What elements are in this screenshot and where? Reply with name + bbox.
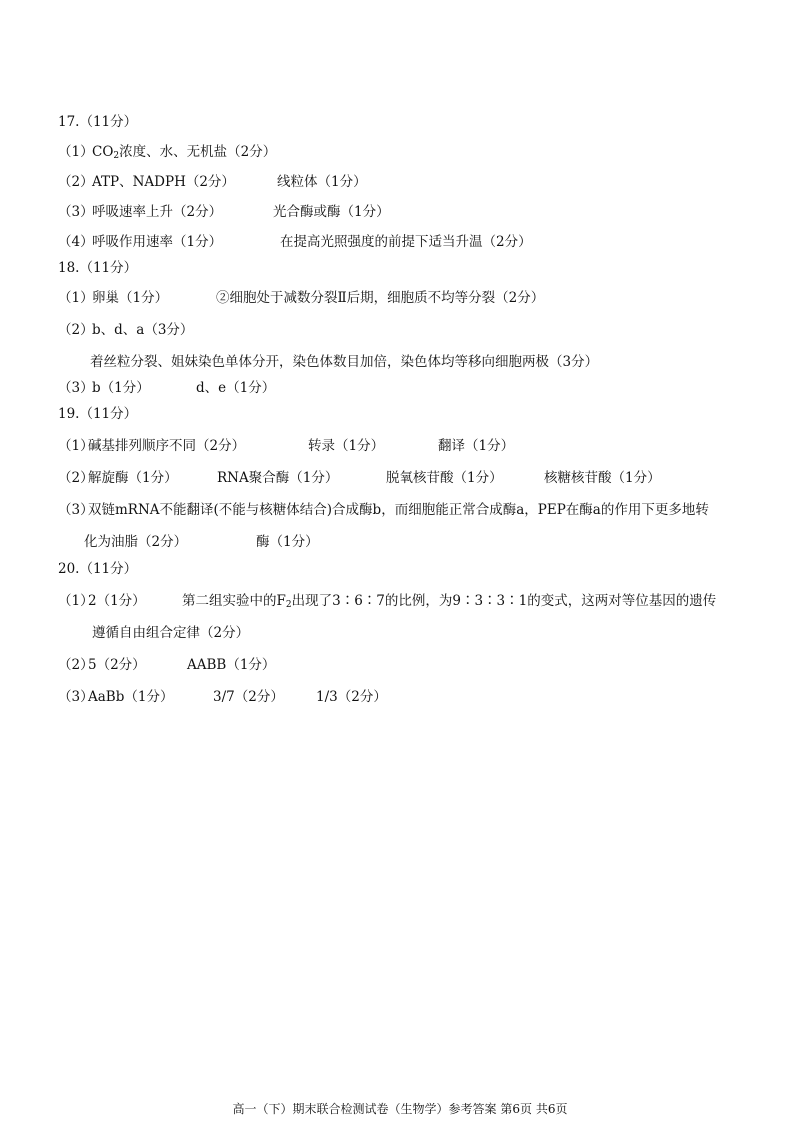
q19-part3-cont-b: 酶（1分） bbox=[256, 534, 319, 550]
q19-part2-answer-c: 脱氧核苷酸（1分） bbox=[386, 470, 503, 486]
q18-part2-answer-a: b、d、a（3分） bbox=[92, 322, 194, 338]
q19-part1-answer-a: 碱基排列顺序不同（2分） bbox=[88, 438, 246, 454]
q19-part2-num: （2） bbox=[58, 470, 94, 486]
q18-part1-answer-b: ②细胞处于减数分裂Ⅱ后期，细胞质不均等分裂（2分） bbox=[216, 290, 545, 306]
q18-part3-num: （3） bbox=[58, 380, 94, 396]
q17-part3-answer-b: 光合酶或酶（1分） bbox=[273, 204, 390, 220]
q17-part4-num: （4） bbox=[58, 234, 94, 250]
q17-header: 17.（11分） bbox=[58, 114, 138, 130]
page-footer: 高一（下）期末联合检测试卷（生物学）参考答案 第6页 共6页 bbox=[232, 1102, 568, 1116]
q19-part1-num: （1） bbox=[58, 438, 94, 454]
q19-part1-answer-b: 转录（1分） bbox=[308, 438, 385, 454]
q18-part2-continuation: 着丝粒分裂、姐妹染色单体分开，染色体数目加倍，染色体均等移向细胞两极（3分） bbox=[90, 354, 599, 370]
q20-header: 20.（11分） bbox=[58, 561, 138, 577]
q19-part1-answer-c: 翻译（1分） bbox=[438, 438, 515, 454]
q17-part4-answer-b: 在提高光照强度的前提下适当升温（2分） bbox=[280, 234, 532, 250]
q19-header: 19.（11分） bbox=[58, 406, 138, 422]
q20-part2-num: （2） bbox=[58, 657, 94, 673]
q19-part3-cont-a: 化为油脂（2分） bbox=[84, 534, 188, 550]
q17-part2-answer-a: ATP、NADPH（2分） bbox=[92, 174, 235, 190]
q17-part2-answer-b: 线粒体（1分） bbox=[277, 174, 367, 190]
q17-part1-num: （1） bbox=[58, 144, 94, 160]
q20-part1-answer-a: 2（1分） bbox=[88, 593, 146, 609]
q18-part3-answer-a: b（1分） bbox=[92, 380, 150, 396]
q20-part2-answer-a: 5（2分） bbox=[88, 657, 146, 673]
q20-part3-answer-b: 3/7（2分） bbox=[213, 689, 284, 705]
q19-part2-answer-a: 解旋酶（1分） bbox=[88, 470, 178, 486]
q19-part2-answer-d: 核糖核苷酸（1分） bbox=[544, 470, 661, 486]
q20-part3-answer-c: 1/3（2分） bbox=[316, 689, 387, 705]
q18-part1-answer-a: 卵巢（1分） bbox=[92, 290, 169, 306]
q17-part3-num: （3） bbox=[58, 204, 94, 220]
q20-part3-num: （3） bbox=[58, 689, 94, 705]
q19-part3-answer: 双链mRNA不能翻译(不能与核糖体结合)合成酶b，而细胞能正常合成酶a，PEP在酶a的作用下更多地转 bbox=[88, 502, 709, 518]
q18-header: 18.（11分） bbox=[58, 260, 138, 276]
q20-part1-num: （1） bbox=[58, 593, 94, 609]
q18-part1-num: （1） bbox=[58, 290, 94, 306]
q20-part3-answer-a: AaBb（1分） bbox=[88, 689, 174, 705]
q17-part1-answer: $CO_2$浓度、水、无机盐（2分） bbox=[92, 144, 277, 161]
q20-part1-answer-b: 第二组实验中的$F_2$出现了3∶6∶7的比例，为9∶3∶3∶1的变式，这两对等位基因的遗传 bbox=[182, 593, 717, 610]
q18-part2-num: （2） bbox=[58, 322, 94, 338]
q17-part4-answer-a: 呼吸作用速率（1分） bbox=[92, 234, 223, 250]
q17-part3-answer-a: 呼吸速率上升（2分） bbox=[92, 204, 223, 220]
q19-part3-num: （3） bbox=[58, 502, 94, 518]
q20-part1-continuation: 遵循自由组合定律（2分） bbox=[92, 625, 250, 641]
q20-part2-answer-b: AABB（1分） bbox=[187, 657, 276, 673]
q17-part2-num: （2） bbox=[58, 174, 94, 190]
q18-part3-answer-b: d、e（1分） bbox=[196, 380, 276, 396]
q19-part2-answer-b: RNA聚合酶（1分） bbox=[217, 470, 339, 486]
